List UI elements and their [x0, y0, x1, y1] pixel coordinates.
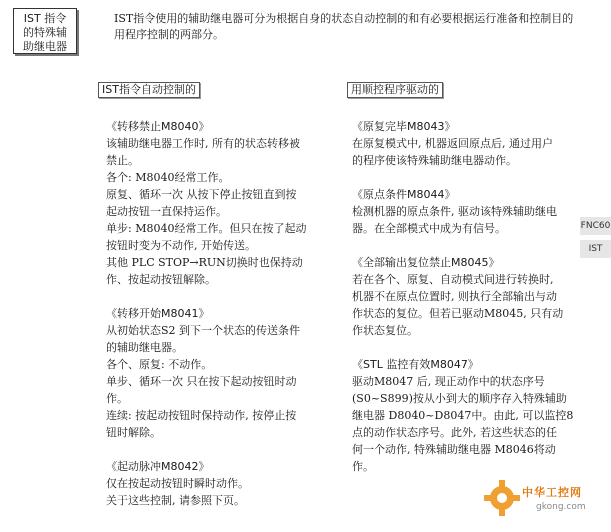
left-column	[106, 118, 346, 526]
section-line: 在原复模式中, 机器返回原点后, 通过用户	[352, 137, 553, 150]
section-line: 该辅助继电器工作时, 所有的状态转移被	[106, 137, 300, 150]
section-line: 关于这些控制, 请参照下页。	[106, 494, 245, 507]
left-column-heading: IST指令自动控制的	[98, 82, 200, 98]
right-column	[352, 118, 580, 492]
section-line: 按钮时变为不动作, 开始传送。	[106, 239, 256, 252]
section-line: 继电器 D8040~D8047中。由此, 可以监控8	[352, 409, 574, 422]
watermark-brand: 中华工控网	[522, 486, 582, 499]
section-line: 作状态的复位。但若已驱动M8045, 只有动	[352, 307, 564, 320]
section-line: (S0~S899)按从小到大的顺序存入特殊辅助	[352, 392, 567, 405]
section-title: 《转移开始M8041》	[106, 307, 210, 320]
tag-line: 的特殊辅	[23, 26, 67, 39]
side-tab-fnc: FNC60	[580, 217, 611, 235]
section	[106, 305, 346, 441]
intro-paragraph: IST指令使用的辅助继电器可分为根据自身的状态自动控制的和有必要根据运行准备和控制目的用程序控制的两部分。	[114, 12, 574, 41]
side-tab-ist: IST	[580, 240, 611, 258]
section-line: 起动按钮一直保持运作。	[106, 205, 227, 218]
right-column-heading: 用顺控程序驱动的	[347, 82, 443, 98]
section-title: 《原复完毕M8043》	[352, 120, 456, 133]
tag-line: 助继电器	[23, 40, 67, 53]
section-line: 其他 PLC STOP→RUN切换时也保持动	[106, 256, 303, 269]
watermark-logo	[480, 470, 611, 532]
watermark-url: gkong.com	[536, 502, 586, 512]
section-line: 单步、循环一次 只在按下起动按钮时动	[106, 375, 297, 388]
section-title: 《原点条件M8044》	[352, 188, 456, 201]
section-line: 各个: M8040经常工作。	[106, 171, 230, 184]
section	[106, 458, 346, 509]
section-line: 各个、原复: 不动作。	[106, 358, 213, 371]
section-line: 何一个动作, 特殊辅助继电器 M8046将动	[352, 443, 556, 456]
section-line: 点的动作状态序号。此外, 若这些状态的任	[352, 426, 557, 439]
section-line: 作状态复位。	[352, 324, 418, 337]
section-line: 作。	[106, 392, 128, 405]
section-line: 仅在按起动按钮时瞬时动作。	[106, 477, 249, 490]
section	[352, 118, 580, 169]
section-line: 机器不在原点位置时, 则执行全部输出与动	[352, 290, 557, 303]
section-title: 《STL 监控有效M8047》	[352, 358, 479, 371]
section-line: 若在各个、原复、自动模式间进行转换时,	[352, 273, 554, 286]
section-title: 《起动脉冲M8042》	[106, 460, 210, 473]
section	[352, 356, 580, 475]
section-line: 单步: M8040经常工作。但只在按了起动	[106, 222, 307, 235]
section-line: 的辅助继电器。	[106, 341, 183, 354]
section-line: 作。	[352, 460, 374, 473]
section-line: 检测机器的原点条件, 驱动该特殊辅助继电	[352, 205, 557, 218]
section	[352, 186, 580, 237]
section-line: 原复、循环一次 从按下停止按钮直到按	[106, 188, 297, 201]
section	[106, 118, 346, 288]
tag-line: IST 指令	[23, 12, 67, 25]
gear-icon	[482, 478, 522, 518]
section-line: 连续: 按起动按钮时保持动作, 按停止按	[106, 409, 297, 422]
section-title: 《全部输出复位禁止M8045》	[352, 256, 500, 269]
topic-tag-box	[13, 8, 77, 54]
section	[352, 254, 580, 339]
section-line: 从初始状态S2 到下一个状态的传送条件	[106, 324, 301, 337]
section-line: 钮时解除。	[106, 426, 161, 439]
section-line: 的程序使该特殊辅助继电器动作。	[352, 154, 517, 167]
section-line: 禁止。	[106, 154, 139, 167]
section-line: 器。在全部模式中成为有信号。	[352, 222, 506, 235]
section-line: 驱动M8047 后, 现正动作中的状态序号	[352, 375, 545, 388]
section-title: 《转移禁止M8040》	[106, 120, 210, 133]
section-line: 作、按起动按钮解除。	[106, 273, 216, 286]
